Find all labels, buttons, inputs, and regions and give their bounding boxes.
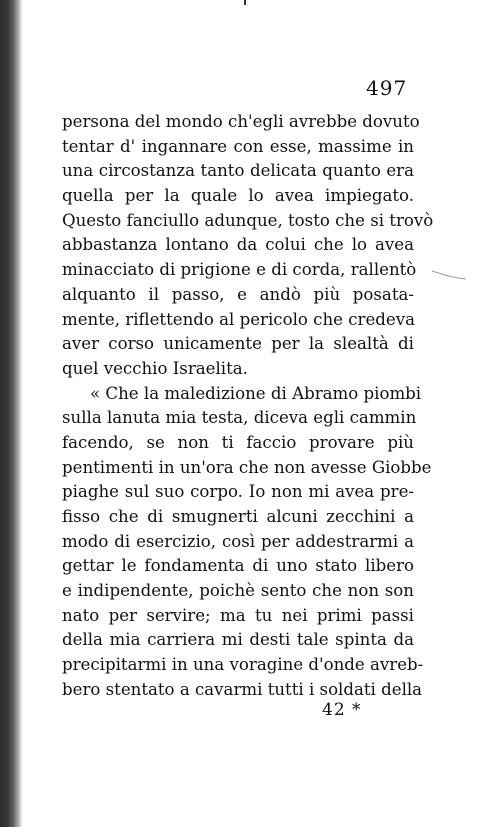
- page-number: 497: [366, 76, 408, 100]
- text-line: della mia carriera mi desti tale spinta da: [62, 630, 414, 650]
- text-line: sulla lanuta mia testa, diceva egli cammin: [62, 408, 417, 428]
- text-line: facendo, se non ti faccio provare più: [62, 432, 414, 452]
- margin-pencil-mark: [430, 268, 470, 282]
- text-line: quel vecchio Israelita.: [62, 358, 248, 378]
- text-line: gettar le fondamenta di uno stato libero: [62, 556, 414, 576]
- top-edge-mark: [244, 0, 246, 5]
- printer-signature-mark: 42 *: [322, 700, 362, 720]
- text-line: nato per servire; ma tu nei primi passi: [62, 605, 414, 625]
- text-line: tentar d' ingannare con esse, massime in: [62, 136, 414, 156]
- text-line: minacciato di prigione e di corda, rallentò: [62, 260, 417, 280]
- text-line: quella per la quale lo avea impiegato.: [62, 186, 414, 206]
- text-line: mente, riflettendo al pericolo che credeva: [62, 309, 415, 329]
- text-line: Questo fanciullo adunque, tosto che si trovò: [62, 210, 434, 230]
- text-line: alquanto il passo, e andò più posata-: [62, 284, 414, 304]
- text-line: aver corso unicamente per la slealtà di: [62, 334, 414, 354]
- text-line: modo di esercizio, così per addestrarmi a: [62, 531, 414, 551]
- book-gutter-edge: [0, 0, 22, 827]
- text-line: persona del mondo ch'egli avrebbe dovuto: [62, 112, 420, 131]
- text-line: pentimenti in un'ora che non avesse Giobbe: [62, 457, 432, 477]
- text-line: una circostanza tanto delicata quanto era: [62, 161, 414, 181]
- text-line: fisso che di smugnerti alcuni zecchini a: [62, 507, 414, 526]
- text-line: bero stentato a cavarmi tutti i soldati della: [62, 679, 423, 699]
- text-line: precipitarmi in una voragine d'onde avreb-: [62, 655, 424, 675]
- text-line: e indipendente, poichè sento che non son: [62, 581, 414, 601]
- body-text: [62, 110, 434, 703]
- text-line: piaghe sul suo corpo. Io non mi avea pre-: [62, 482, 414, 502]
- text-line: abbastanza lontano da colui che lo avea: [62, 235, 414, 255]
- text-line: « Che la maledizione di Abramo piombi: [90, 383, 422, 403]
